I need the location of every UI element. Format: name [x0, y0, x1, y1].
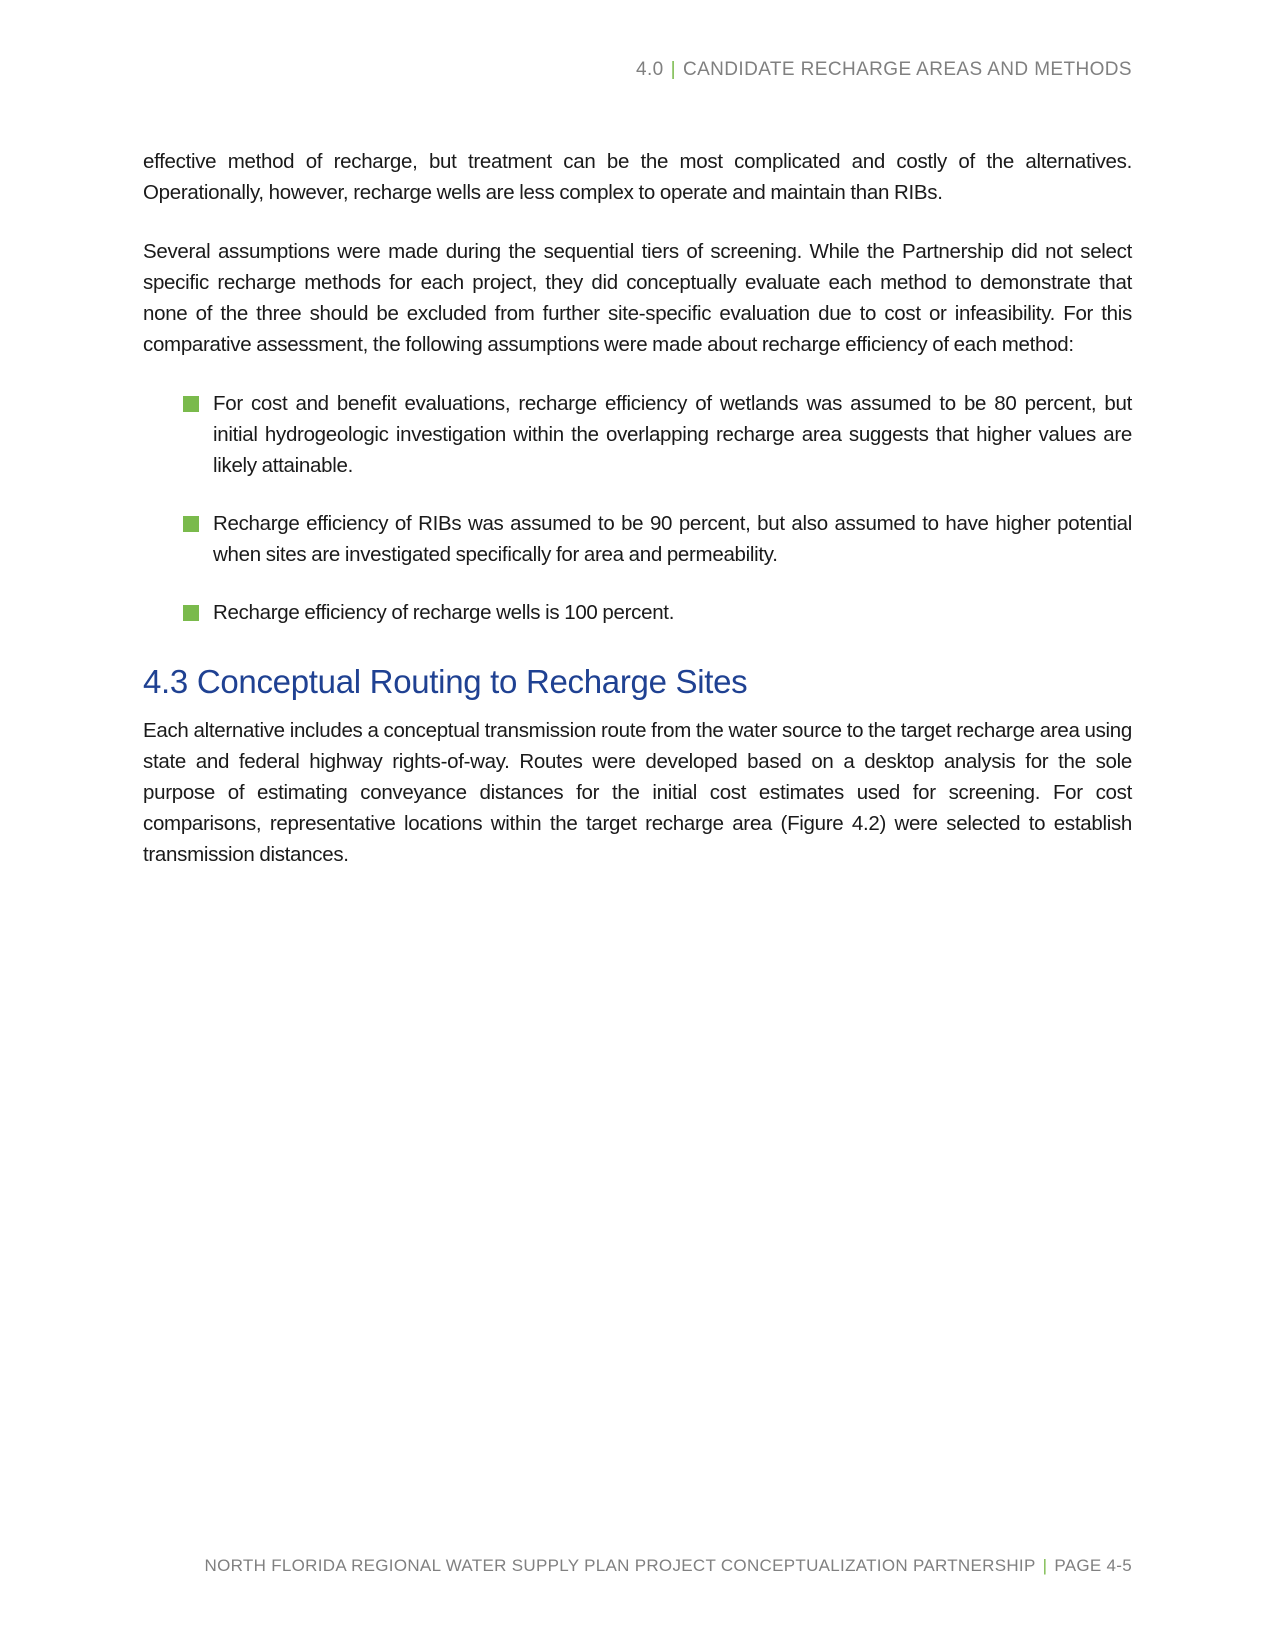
page-footer: [143, 1556, 1132, 1576]
bullet-square-icon: [183, 396, 199, 412]
bullet-text: Recharge efficiency of RIBs was assumed to be 90 percent, but also assumed to have higher potential when sites are investigated specifically for area and permeability.: [213, 512, 1132, 566]
bullet-text: Recharge efficiency of recharge wells is 100 percent.: [213, 601, 675, 624]
header-title: CANDIDATE RECHARGE AREAS AND METHODS: [682, 59, 1132, 80]
footer-page-label: PAGE 4-5: [1054, 1556, 1132, 1575]
body-paragraph-2: Several assumptions were made during the sequential tiers of screening. While the Partnership did not select specific recharge methods for each project, they did conceptually evaluate each method to demonstrate that none of the three should be excluded from further site-specific evaluation due to cost or infeasibility. For this comparative assessment, the following assumptions were made about recharge efficiency of each method:: [143, 240, 1132, 356]
body-paragraph-1: effective method of recharge, but treatment can be the most complicated and costly of the alternatives. Operationally, however, recharge wells are less complex to operate and maintain than RIBs.: [143, 150, 1132, 204]
bullet-square-icon: [183, 605, 199, 621]
list-item: [143, 388, 1132, 481]
body-paragraph-3: Each alternative includes a conceptual transmission route from the water source to the target recharge area using state and federal highway rights-of-way. Routes were developed based on a desktop analysis for the sole purpose of estimating conveyance distances for the initial cost estimates used for screening. For cost comparisons, representative locations within the target recharge area (Figure 4.2) were selected to establish transmission distances.: [143, 719, 1132, 866]
section-heading: 4.3 Conceptual Routing to Recharge Sites: [143, 663, 748, 700]
list-item: [143, 597, 1132, 628]
footer-text: NORTH FLORIDA REGIONAL WATER SUPPLY PLAN PROJECT CONCEPTUALIZATION PARTNERSHIP: [204, 1556, 1036, 1575]
header-separator-icon: |: [670, 59, 676, 80]
bullet-square-icon: [183, 516, 199, 532]
bullet-list: [143, 388, 1132, 628]
footer-separator-icon: |: [1042, 1556, 1048, 1575]
list-item: [143, 508, 1132, 570]
header-section-number: 4.0: [636, 59, 664, 80]
bullet-text: For cost and benefit evaluations, recharge efficiency of wetlands was assumed to be 80 percent, but initial hydrogeologic investigation within the overlapping recharge area suggests that higher values are likely attainable.: [213, 392, 1132, 477]
page-header: [143, 0, 1132, 82]
